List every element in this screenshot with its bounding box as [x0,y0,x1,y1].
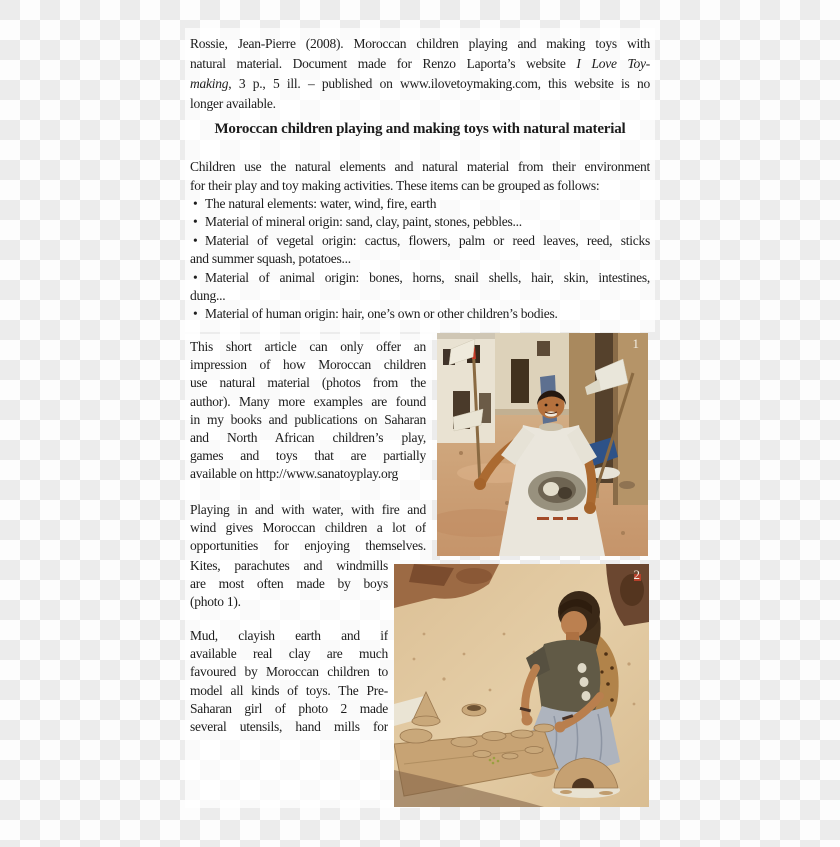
text-line: • Material of human origin: hair, one’s own or other children’s bodies. [190,305,650,323]
bullet-icon: • [193,196,198,211]
intro-paragraph [190,157,650,195]
text-line: Rossie, Jean-Pierre (2008). Moroccan children playing and making toys with [190,36,650,51]
list-item [190,305,650,323]
text-line: opportunities for enjoying themselves. [190,538,426,554]
bullet-icon: • [193,306,198,322]
list-item [190,213,650,231]
text-line: in my books and publications on Saharan [190,411,426,427]
text-line: available on http://www.sanatoyplay.org [190,466,398,482]
text-line: games and toys that are partially [190,448,426,464]
article-title: Moroccan children playing and making toys with natural material [214,121,626,137]
bullet-icon: • [193,269,198,285]
text-line: (photo 1). [190,594,241,610]
text-line: model all kinds of toys. The Pre- [190,682,388,698]
text-line: natural material. Document made for Renzo Laporta’s website I Love Toy- [190,56,650,71]
paragraph-mud-clay [190,627,388,736]
text-line: • Material of vegetal origin: cactus, flowers, palm or reed leaves, reed, sticks [190,232,650,250]
text-line: author). Many more examples are found [190,393,426,409]
text-line: and North African children’s play, [190,430,426,446]
text-line: available real clay are much [190,646,388,662]
paragraph-playing-elements [190,501,426,556]
text-line: • Material of mineral origin: sand, clay, paint, stones, pebbles... [190,213,650,231]
text-line: and summer squash, potatoes... [190,251,351,267]
photo-boy-windmills-art [437,333,648,556]
text-line: for their play and toy making activities. These items can be grouped as follows: [190,178,600,193]
text-line: • Material of animal origin: bones, horns, snail shells, hair, skin, intestines, [190,269,650,287]
list-item [190,195,650,213]
list-item [190,232,650,269]
photo-1-number: 1 [632,336,639,351]
text-line: are most often made by boys [190,576,388,592]
text-line: This short article can only offer an [190,339,426,354]
bullet-icon: • [193,232,198,248]
photo-boy-windmills [437,333,648,556]
text-line: Kites, parachutes and windmills [190,558,388,573]
text-line: longer available. [190,96,276,111]
text-line: Children use the natural elements and natural material from their environment [190,159,650,174]
text-line: Saharan girl of photo 2 made [190,700,388,716]
text-line: wind gives Moroccan children a lot of [190,520,426,536]
text-line: Playing in and with water, with fire and [190,502,426,517]
photo-girl-clay [394,564,649,807]
text-line: impression of how Moroccan children [190,357,426,373]
text-line: several utensils, hand mills for [190,719,388,735]
bullet-icon: • [193,214,198,230]
text-line: Mud, clayish earth and if [190,628,388,643]
text-line: favoured by Moroccan children to [190,664,388,680]
text-line: dung... [190,288,226,304]
materials-list [190,195,650,324]
photo-girl-clay-art [394,564,649,807]
text-line: use natural material (photos from the [190,375,426,391]
text-line: • The natural elements: water, wind, fire, earth [190,195,650,213]
paragraph-article-scope [190,338,426,484]
text-line: making, 3 p., 5 ill. – published on www.ilovetoymaking.com, this website is no [190,76,650,91]
list-item [190,269,650,306]
citation [190,34,650,114]
photo-2-number: 2 [633,567,640,582]
paragraph-kites-windmills [190,557,388,612]
